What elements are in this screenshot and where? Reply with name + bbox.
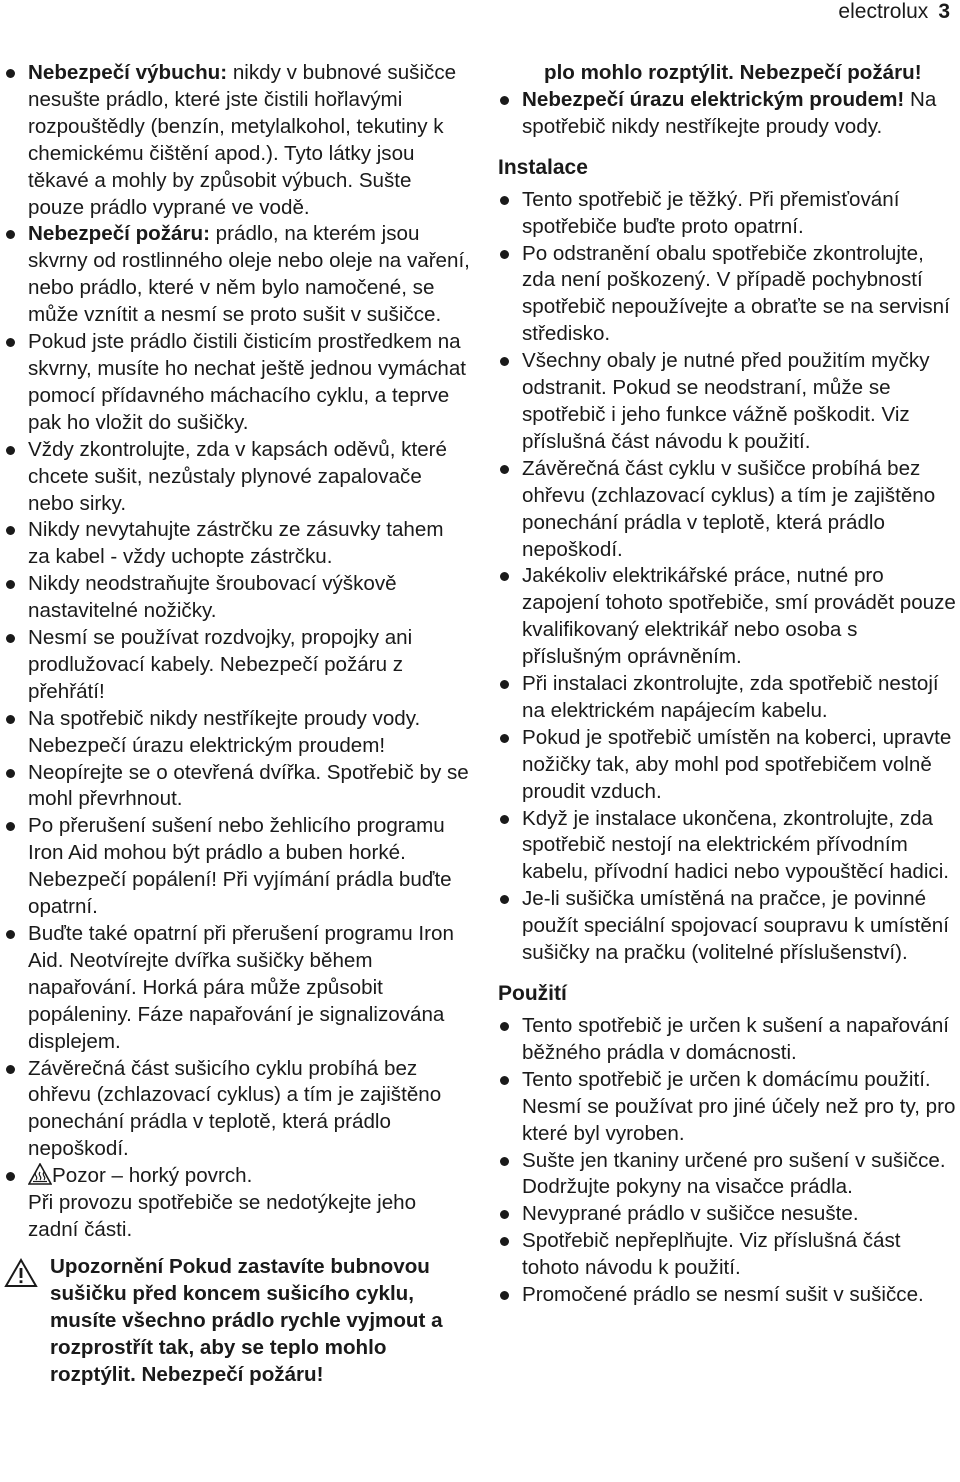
instalace-list — [498, 187, 960, 967]
list-item: Na spotřebič nikdy nestříkejte proudy vody. Nebezpečí úrazu elektrickým proudem! — [0, 706, 470, 760]
list-item: Jakékoliv elektrikářské práce, nutné pro zapojení tohoto spotřebiče, smí provádět pouze kvalifikovaný elektrikář nebo osoba s příslušným oprávněním. — [498, 563, 960, 671]
list-item: Spotřebič nepřeplňujte. Viz příslušná část tohoto návodu k použití. — [498, 1228, 960, 1282]
bullet-icon — [6, 1065, 15, 1074]
bullet-icon — [6, 526, 15, 535]
left-column — [0, 60, 470, 1388]
bullet-icon — [500, 895, 509, 904]
list-item: Po přerušení sušení nebo žehlicího programu Iron Aid mohou být prádlo a buben horké. Nebezpečí popálení! Při vyjímání prádla buďte opatrní. — [0, 813, 470, 921]
list-item: Nevyprané prádlo v sušičce nesušte. — [498, 1201, 960, 1228]
bullet-icon — [500, 357, 509, 366]
list-item: Buďte také opatrní při přerušení programu Iron Aid. Neotvírejte dvířka sušičky během napařování. Horká pára může způsobit popáleniny. Fáze napařování je signalizována displejem. — [0, 921, 470, 1056]
warning-note: Upozornění Pokud zastavíte bubnovou sušičku před koncem sušicího cyklu, musíte všechno prádlo rychle vyjmout a rozprostřít tak, aby se teplo mohlo rozptýlit. Nebezpečí požáru! — [0, 1254, 470, 1389]
list-item: Pokud jste prádlo čistili čisticím prostředkem na skvrny, musíte ho nechat ještě jednou vymáchat pomocí přídavného máchacího cyklu, a teprve pak ho vložit do sušičky. — [0, 329, 470, 437]
list-item: Nebezpečí požáru: prádlo, na kterém jsou skvrny od rostlinného oleje nebo oleje na vaření, nebo prádlo, které v něm bylo namočené, se může vznítit a nesmí se proto sušit v sušičce. — [0, 221, 470, 329]
bullet-icon — [6, 1172, 15, 1181]
bullet-icon — [500, 1157, 509, 1166]
bullet-icon — [500, 1210, 509, 1219]
bullet-icon — [6, 69, 15, 78]
top-list — [498, 87, 960, 141]
list-item: Závěrečná část cyklu v sušičce probíhá bez ohřevu (zchlazovací cyklus) a tím je zajištěno ponechání prádla v teplotě, která prádlo nepoškodí. — [498, 456, 960, 564]
bullet-icon — [500, 1076, 509, 1085]
list-item: Pokud je spotřebič umístěn na koberci, upravte nožičky tak, aby mohl pod spotřebičem volně proudit vzduch. — [498, 725, 960, 806]
bullet-icon — [500, 680, 509, 689]
page-number: 3 — [938, 0, 950, 23]
list-item: Nikdy neodstraňujte šroubovací výškově nastavitelné nožičky. — [0, 571, 470, 625]
list-item: Tento spotřebič je těžký. Při přemisťování spotřebiče buďte proto opatrní. — [498, 187, 960, 241]
list-item: Tento spotřebič je určen k domácímu použití. Nesmí se používat pro jiné účely než pro ty, pro které byl vyroben. — [498, 1067, 960, 1148]
bullet-icon — [6, 822, 15, 831]
list-item: Nikdy nevytahujte zástrčku ze zásuvky tahem za kabel - vždy uchopte zástrčku. — [0, 517, 470, 571]
bullet-icon — [500, 465, 509, 474]
bullet-icon — [500, 1022, 509, 1031]
section-title-pouziti: Použití — [498, 982, 567, 1005]
pouziti-list — [498, 1013, 960, 1309]
list-item: Neopírejte se o otevřená dvířka. Spotřebič by se mohl převrhnout. — [0, 760, 470, 814]
bullet-icon — [500, 572, 509, 581]
list-item: Nebezpečí úrazu elektrickým proudem! Na spotřebič nikdy nestříkejte proudy vody. — [498, 87, 960, 141]
list-item: Když je instalace ukončena, zkontrolujte, zda spotřebič nestojí na elektrickém přívodním kabelu, přívodní hadici nebo vypouštěcí hadici. — [498, 806, 960, 887]
bullet-icon — [500, 196, 509, 205]
page-header — [838, 0, 950, 24]
list-item: Při instalaci zkontrolujte, zda spotřebič nestojí na elektrickém napájecím kabelu. — [498, 671, 960, 725]
bullet-icon — [500, 1291, 509, 1300]
bullet-icon — [500, 815, 509, 824]
bullet-icon — [500, 96, 509, 105]
list-item: Nesmí se používat rozdvojky, propojky ani prodlužovací kabely. Nebezpečí požáru z přehřátí! — [0, 625, 470, 706]
section-title-instalace: Instalace — [498, 155, 588, 179]
bullet-icon — [500, 1237, 509, 1246]
list-item: Všechny obaly je nutné před použitím myčky odstranit. Pokud se neodstraní, může se spotřebič i jeho funkce vážně poškodit. Viz příslušná část návodu k použití. — [498, 348, 960, 456]
list-item: Závěrečná část sušicího cyklu probíhá bez ohřevu (zchlazovací cyklus) a tím je zajištěno ponechání prádla v teplotě, která prádlo nepoškodí. — [0, 1056, 470, 1164]
bullet-icon — [500, 734, 509, 743]
warning-triangle-icon — [4, 1258, 38, 1288]
list-item: Je-li sušička umístěná na pračce, je povinné použít speciální spojovací soupravu k umístění sušičky na pračku (volitelné příslušenství). — [498, 886, 960, 967]
list-item: Nebezpečí výbuchu: nikdy v bubnové sušičce nesušte prádlo, které jste čistili hořlavými rozpouštědly (benzín, metylalkohol, tekutiny k chemickému čištění apod.). Tyto látky jsou těkavé a mohly by způsobit výbuch. Sušte pouze prádlo vyprané ve vodě. — [0, 60, 470, 221]
continuation-text: plo mohlo rozptýlit. Nebezpečí požáru! — [544, 61, 922, 84]
list-item: Vždy zkontrolujte, zda v kapsách oděvů, které chcete sušit, nezůstaly plynové zapalovače nebo sirky. — [0, 437, 470, 518]
bullet-icon — [500, 250, 509, 259]
bullet-icon — [6, 446, 15, 455]
list-item-hot-surface: Pozor – horký povrch. Při provozu spotřebiče se nedotýkejte jeho zadní části. — [0, 1163, 470, 1244]
list-item: Promočené prádlo se nesmí sušit v sušičce. — [498, 1282, 960, 1309]
bullet-icon — [6, 580, 15, 589]
bullet-icon — [6, 930, 15, 939]
bullet-icon — [6, 230, 15, 239]
bullet-icon — [6, 715, 15, 724]
bullet-icon — [6, 338, 15, 347]
bullet-icon — [6, 769, 15, 778]
list-item: Tento spotřebič je určen k sušení a napařování běžného prádla v domácnosti. — [498, 1013, 960, 1067]
right-column — [498, 60, 960, 1309]
list-item: Po odstranění obalu spotřebiče zkontrolujte, zda není poškozený. V případě pochybností spotřebič nepoužívejte a obraťte se na servisní středisko. — [498, 241, 960, 349]
bullet-icon — [6, 634, 15, 643]
brand-name: electrolux — [838, 0, 929, 23]
safety-list — [0, 60, 470, 1244]
list-item: Sušte jen tkaniny určené pro sušení v sušičce. Dodržujte pokyny na visačce prádla. — [498, 1148, 960, 1202]
hot-surface-icon — [28, 1163, 52, 1185]
